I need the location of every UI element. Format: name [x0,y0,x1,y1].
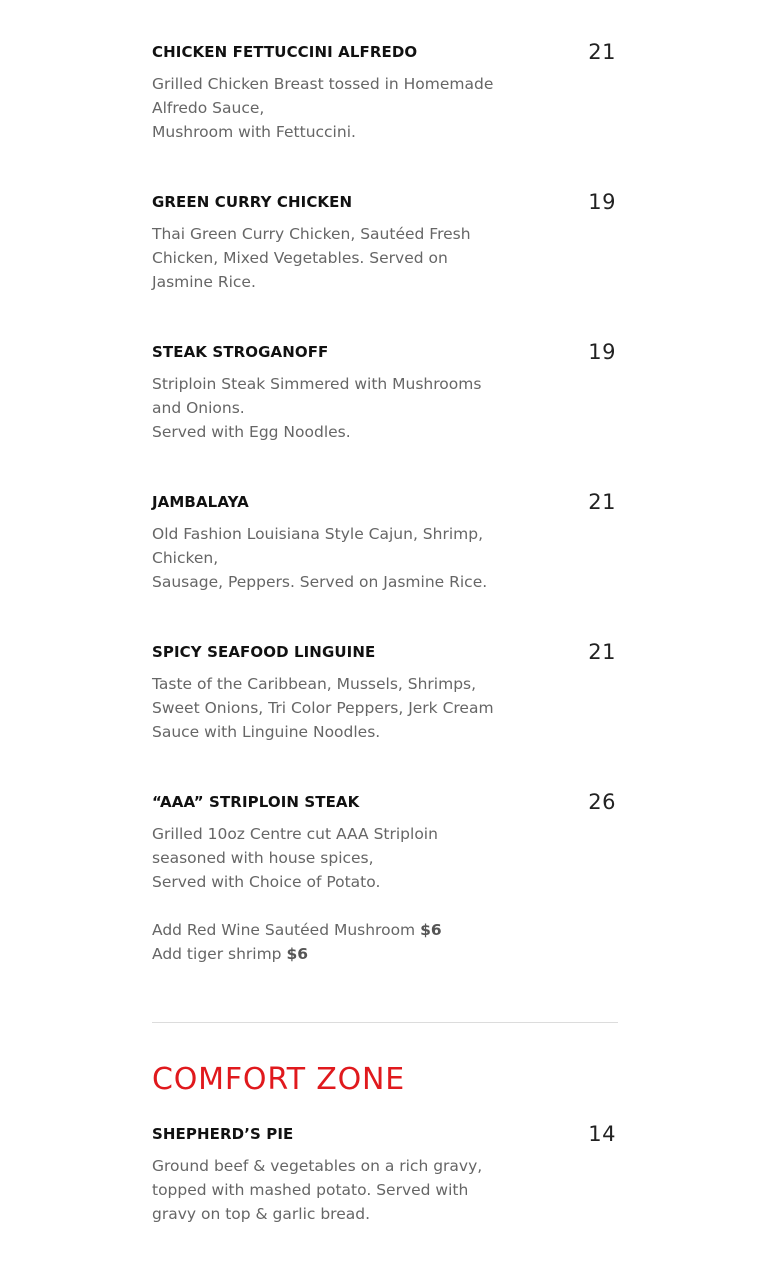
description-line: Old Fashion Louisiana Style Cajun, Shrimp, [152,525,484,543]
description-line: and Onions. [152,399,245,417]
addon-text: Add tiger shrimp [152,945,282,963]
description-line: Served with Egg Noodles. [152,423,351,441]
addon-text: Add Red Wine Sautéed Mushroom [152,921,416,939]
item-description [152,372,492,444]
item-description [152,1154,492,1226]
description-line: Sausage, Peppers. Served on Jasmine Rice. [152,573,488,591]
item-name: GREEN CURRY CHICKEN [152,193,353,211]
description-line: topped with mashed potato. Served with [152,1181,469,1199]
item-description [152,822,492,894]
description-line: Alfredo Sauce, [152,99,265,117]
item-description [152,72,492,144]
description-line: Taste of the Caribbean, Mussels, Shrimps, [152,675,477,693]
description-line: Served with Choice of Potato. [152,873,381,891]
description-line: Ground beef & vegetables on a rich gravy, [152,1157,483,1175]
addon-price: $6 [420,921,442,939]
addon-line [152,942,492,966]
section-title: COMFORT ZONE [152,1062,405,1097]
description-line: Chicken, Mixed Vegetables. Served on [152,249,448,267]
description-line: Grilled 10oz Centre cut AAA Striploin [152,825,438,843]
item-name: SPICY SEAFOOD LINGUINE [152,643,376,661]
item-description [152,522,492,594]
description-line: gravy on top & garlic bread. [152,1205,370,1223]
item-name: SHEPHERD’S PIE [152,1125,294,1143]
item-name: STEAK STROGANOFF [152,343,329,361]
description-line: Jasmine Rice. [152,273,256,291]
description-line: Sauce with Linguine Noodles. [152,723,381,741]
item-description [152,222,492,294]
item-name: “AAA” STRIPLOIN STEAK [152,793,360,811]
description-line: seasoned with house spices, [152,849,374,867]
item-description [152,672,492,744]
item-price: 19 [588,190,616,214]
item-price: 21 [588,640,616,664]
description-line: Grilled Chicken Breast tossed in Homemade [152,75,494,93]
item-price: 19 [588,340,616,364]
description-line: Mushroom with Fettuccini. [152,123,356,141]
item-price: 26 [588,790,616,814]
item-addons [152,918,492,966]
item-price: 14 [588,1122,616,1146]
description-line: Striploin Steak Simmered with Mushrooms [152,375,482,393]
section-divider [152,1022,618,1023]
description-line: Sweet Onions, Tri Color Peppers, Jerk Cream [152,699,494,717]
addon-line [152,918,492,942]
item-price: 21 [588,40,616,64]
item-name: CHICKEN FETTUCCINI ALFREDO [152,43,418,61]
description-line: Thai Green Curry Chicken, Sautéed Fresh [152,225,471,243]
addon-price: $6 [286,945,309,963]
description-line: Chicken, [152,549,219,567]
item-price: 21 [588,490,616,514]
item-name: JAMBALAYA [152,493,249,511]
